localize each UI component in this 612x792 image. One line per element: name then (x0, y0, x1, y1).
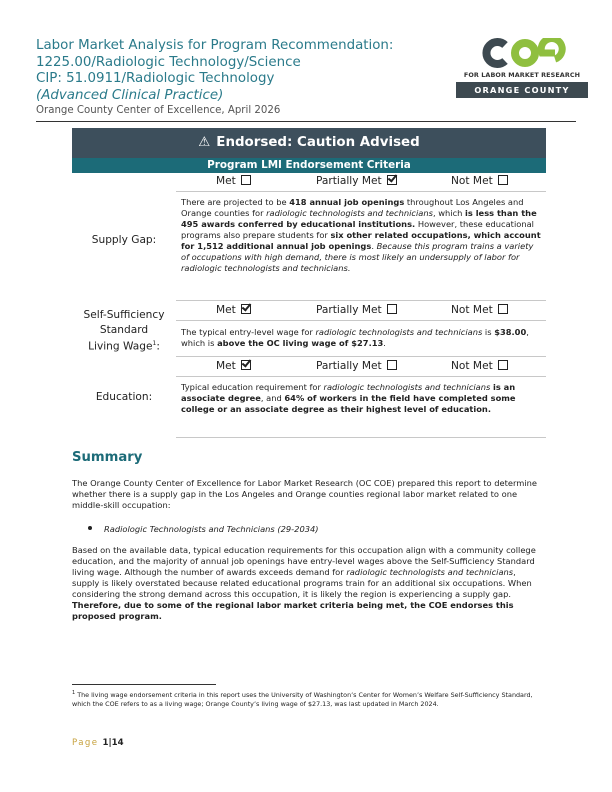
option-label: Met (216, 360, 236, 372)
option-label: Not Met (451, 175, 493, 187)
option-met (216, 360, 251, 372)
row-divider (176, 191, 546, 192)
row-divider (176, 356, 546, 357)
endorsement-banner (72, 128, 546, 158)
option-label: Not Met (451, 304, 493, 316)
title-line: (Advanced Clinical Practice) (36, 87, 224, 103)
option-label: Partially Met (316, 304, 382, 316)
coe-logo-mark (480, 38, 570, 68)
footnote: $^1$ The living wage endorsement criteria in this report uses the University of Washington’s Center for Women’s Welfare Self-Sufficiency Standard, which the COE refers to as a living wage; Orange County’s living wage of $27.13, was last updated in March 2024. (72, 690, 533, 708)
unchecked-box-icon (387, 304, 397, 314)
option-partially-met (316, 304, 397, 316)
living-wage-description: The typical entry-level wage for radiologic technologists and technicians is $38.00, which is above the OC living wage of $27.13. (181, 327, 529, 348)
checked-box-icon (241, 360, 251, 370)
option-label: Partially Met (316, 175, 382, 187)
option-not-met (451, 175, 508, 187)
option-label: Partially Met (316, 360, 382, 372)
row-divider (176, 376, 546, 377)
row-divider (176, 320, 546, 321)
supply-gap-description: There are projected to be 418 annual job openings throughout Los Angeles and Orange counties for radiologic technologists and technicians, which is less than the 495 awards conferred by educational institutions. However, these educational programs also prepare students for six other related occupations, which account for 1,512 additional annual job openings. Because this program trains a variety of occupations with high demand, there is most likely an undersupply of labor for radiologic technologists and technicians. (181, 197, 541, 273)
summary-body: Based on the available data, typical education requirements for this occupation align with a community college education, and the majority of annual job openings have entry-level wages above the Self-Sufficiency Standard living wage. Although the number of awards exceeds demand for radiologic technologists and technicians, supply is likely overstated because related educational programs train for an additional six occupations. When considering the strong demand across this occupation, it is likely the region is experiencing a supply gap. Therefore, due to some of the regional labor market criteria being met, the COE endorses this proposed program. (72, 545, 536, 621)
occupation-name: Radiologic Technologists and Technicians (29-2034) (104, 524, 319, 534)
option-not-met (451, 360, 508, 372)
option-not-met (451, 304, 508, 316)
summary-heading: Summary (72, 450, 143, 465)
label-line: Standard (99, 323, 149, 336)
living-wage-options (176, 303, 546, 320)
bullet-icon (88, 526, 92, 530)
title-line: 1225.00/Radiologic Technology/Science (36, 54, 301, 70)
warning-triangle-icon: ⚠ (198, 135, 211, 150)
unchecked-box-icon (241, 175, 251, 185)
checked-box-icon (387, 175, 397, 185)
logo-county-text: ORANGE COUNTY (456, 82, 588, 98)
unchecked-box-icon (387, 360, 397, 370)
occupation-list-item (88, 524, 528, 535)
education-description: Typical education requirement for radiologic technologists and technicians is an associate degree, and 64% of workers in the field have completed some college or an associate degree as their highest level of education. (181, 382, 516, 414)
logo-research-text: FOR LABOR MARKET RESEARCH (463, 71, 581, 79)
row-divider (176, 437, 546, 438)
endorsement-status: Endorsed: Caution Advised (216, 135, 420, 150)
document-subtitle: Orange County Center of Excellence, April 2026 (36, 105, 281, 117)
checked-box-icon (241, 304, 251, 314)
label-line: Living Wage$^1$: (88, 340, 160, 353)
criteria-label-supply-gap: Supply Gap: (91, 234, 157, 246)
option-met (216, 175, 251, 187)
supply-gap-options (176, 174, 546, 191)
row-divider (176, 300, 546, 301)
option-partially-met (316, 360, 397, 372)
coe-logo (456, 38, 588, 102)
criteria-header: Program LMI Endorsement Criteria (72, 158, 546, 173)
header-rule (36, 121, 576, 122)
unchecked-box-icon (498, 175, 508, 185)
option-met (216, 304, 251, 316)
criteria-label-education: Education: (95, 391, 153, 403)
title-line: CIP: 51.0911/Radiologic Technology (36, 71, 275, 87)
unchecked-box-icon (498, 304, 508, 314)
page-number: Page 1|14 (72, 738, 124, 748)
criteria-label-living-wage (72, 308, 176, 354)
title-line: Labor Market Analysis for Program Recommendation: (36, 38, 394, 53)
option-partially-met (316, 175, 397, 187)
education-options (176, 359, 546, 376)
label-line: Self-Sufficiency (83, 309, 165, 321)
document-title (36, 38, 436, 117)
option-label: Met (216, 304, 236, 316)
unchecked-box-icon (498, 360, 508, 370)
option-label: Not Met (451, 360, 493, 372)
footnote-rule (72, 684, 216, 685)
option-label: Met (216, 175, 236, 187)
summary-intro: The Orange County Center of Excellence for Labor Market Research (OC COE) prepared this report to determine whether there is a supply gap in the Los Angeles and Orange counties regional labor market related to one middle-skill occupation: (72, 478, 537, 510)
